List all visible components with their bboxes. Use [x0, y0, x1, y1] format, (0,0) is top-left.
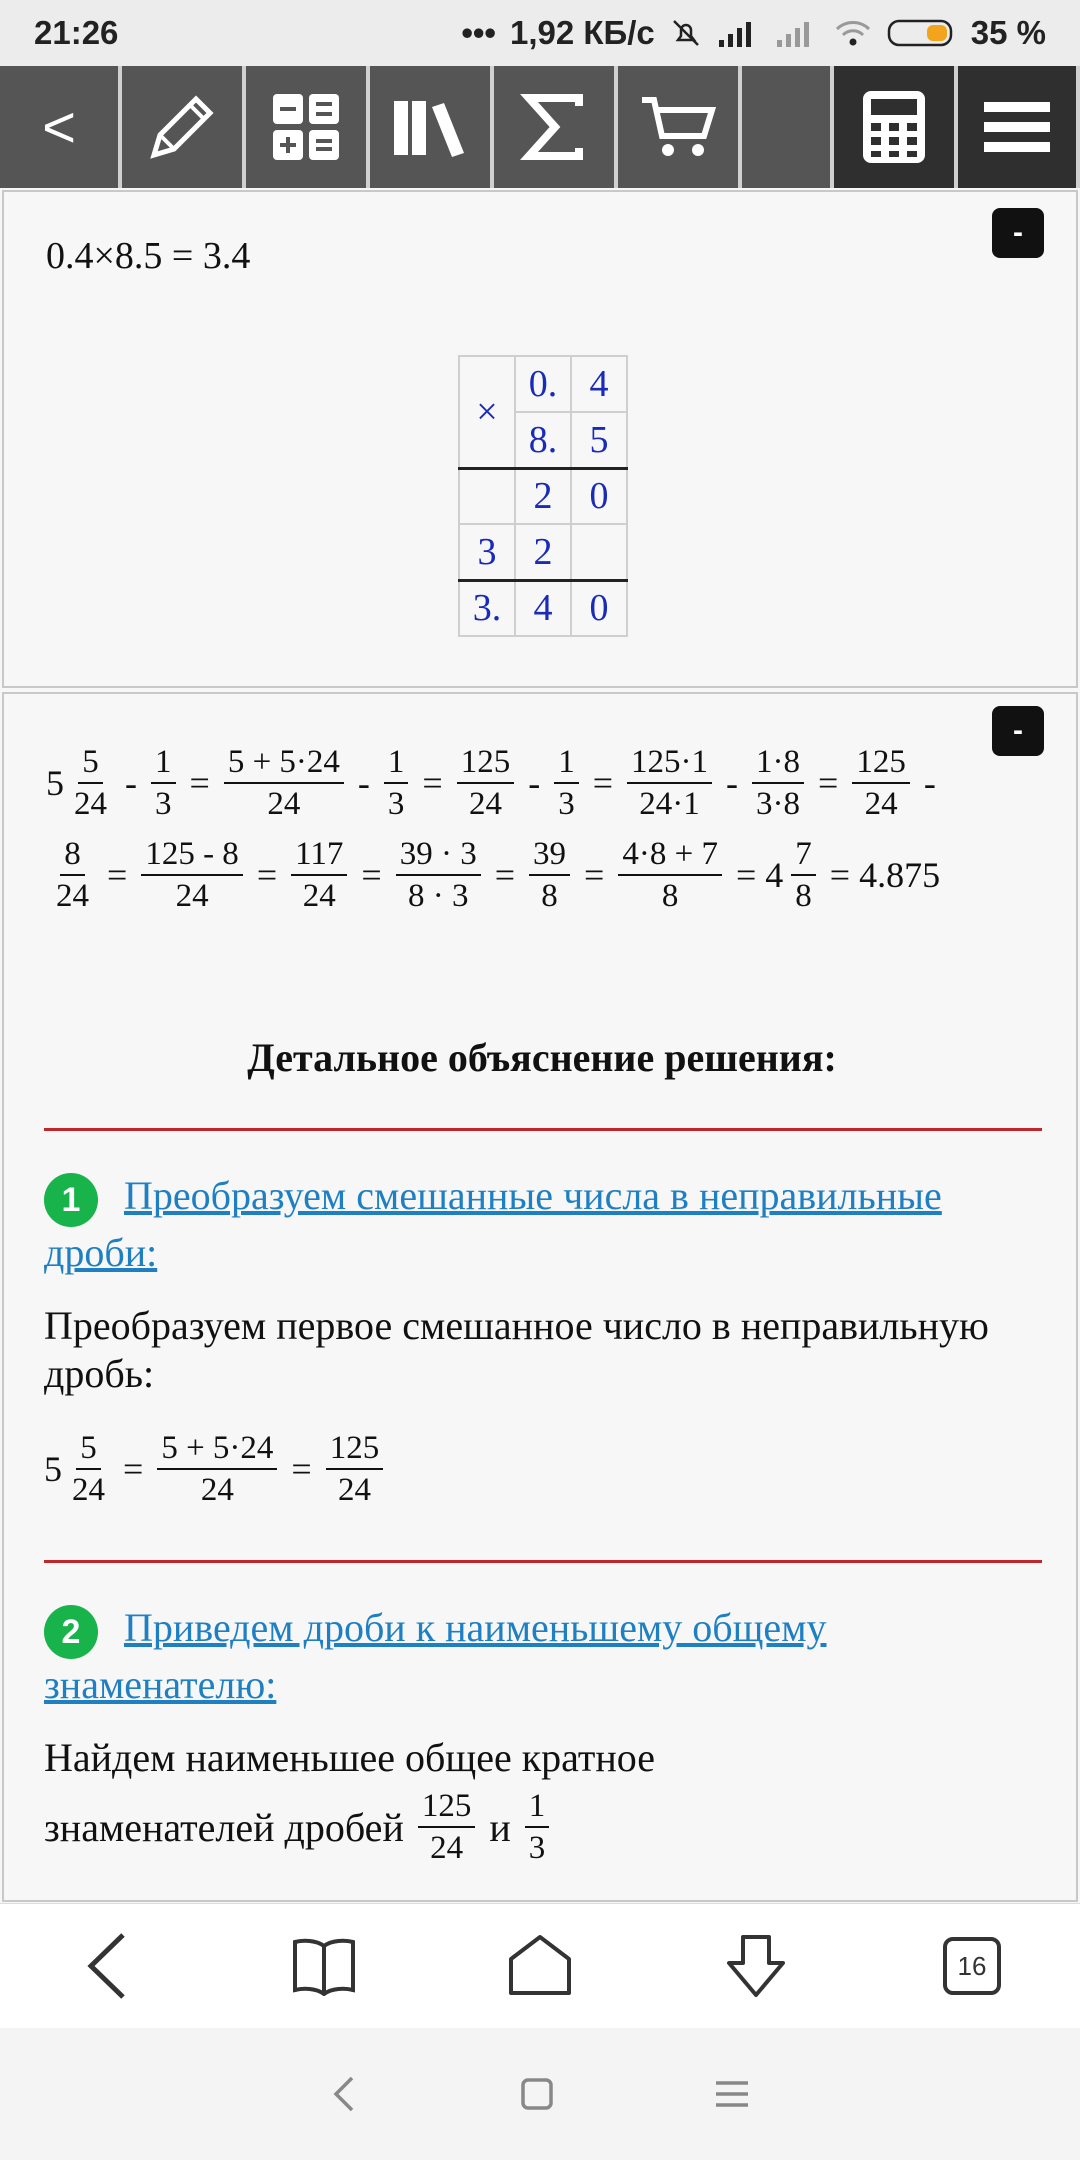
fraction	[752, 742, 804, 824]
grid-cell: 8.	[515, 412, 571, 468]
cart-icon	[638, 92, 718, 162]
numerator: 39 · 3	[396, 834, 481, 876]
system-back-icon[interactable]	[330, 2074, 360, 2114]
back-arrow-icon	[83, 1931, 133, 2001]
signal-icon	[717, 18, 761, 48]
back-button[interactable]	[0, 66, 118, 188]
denominator: 3·8	[756, 786, 801, 822]
fraction	[418, 1786, 476, 1868]
numerator: 5 + 5·24	[157, 1428, 277, 1470]
fraction	[791, 834, 816, 916]
denominator: 24	[74, 786, 107, 822]
numerator: 125	[326, 1428, 384, 1470]
fraction	[70, 742, 111, 824]
numerator: 125	[418, 1786, 476, 1828]
operator: -	[923, 763, 936, 803]
denominator: 24	[200, 1472, 234, 1508]
solution-line-1	[46, 742, 944, 824]
tabs-icon	[943, 1937, 1001, 1995]
bookmarks-button[interactable]	[264, 1911, 384, 2021]
multiplication-equation: 0.4×8.5 = 3.4	[46, 235, 251, 277]
operator: =	[107, 855, 128, 895]
blank-button[interactable]	[742, 66, 830, 188]
system-home-icon[interactable]	[520, 2077, 554, 2111]
denominator: 3	[528, 1830, 546, 1866]
battery-icon	[887, 17, 957, 49]
operator: =	[291, 1449, 312, 1489]
fraction	[68, 1428, 109, 1510]
numerator: 117	[291, 834, 347, 876]
battery-percent: 35 %	[970, 14, 1046, 51]
step-number-badge: 2	[44, 1605, 98, 1659]
sigma-button[interactable]	[494, 66, 614, 188]
denominator: 24	[267, 786, 301, 822]
step-1-link[interactable]: Преобразуем смешанные числа в неправильные дроби:	[44, 1173, 942, 1275]
grid-cell: 4	[571, 356, 627, 412]
collapse-button[interactable]: -	[992, 208, 1044, 258]
download-icon	[723, 1933, 789, 1999]
numerator: 1·8	[752, 742, 804, 784]
tabs-button[interactable]	[912, 1911, 1032, 2021]
sigma-icon	[519, 92, 589, 162]
denominator: 8	[661, 878, 679, 914]
grid-cell: 3	[459, 524, 515, 580]
fraction	[396, 834, 481, 916]
numerator: 8	[60, 834, 85, 876]
denominator: 24	[56, 878, 89, 914]
denominator: 3	[558, 786, 575, 822]
step-2-title	[44, 1602, 1034, 1711]
grid-cell: 0.	[515, 356, 571, 412]
home-icon	[507, 1933, 573, 1999]
whole-number: 5	[46, 763, 64, 803]
status-time: 21:26	[34, 14, 119, 51]
browser-back-button[interactable]	[48, 1911, 168, 2021]
fraction	[157, 1428, 277, 1510]
grid-cell: 0	[571, 468, 627, 524]
operator: =	[818, 763, 839, 803]
step-number-badge: 1	[44, 1173, 98, 1227]
tab-count: 16	[957, 1950, 987, 1981]
calculator-ops-icon	[269, 90, 343, 164]
denominator: 24	[302, 878, 336, 914]
numerator: 125	[457, 742, 515, 784]
fraction-solution-panel	[2, 692, 1078, 1902]
fraction	[141, 834, 243, 916]
fraction	[525, 1786, 550, 1868]
signal2-icon	[775, 18, 819, 48]
step-2-text-line-2	[44, 1786, 555, 1868]
browser-nav-bar	[0, 1903, 1080, 2028]
numerator: 5 + 5·24	[224, 742, 344, 784]
denominator: 24	[468, 786, 502, 822]
denominator: 24	[175, 878, 209, 914]
denominator: 24	[337, 1472, 371, 1508]
operator: =	[189, 763, 210, 803]
step-1-title	[44, 1170, 1034, 1279]
denominator: 3	[387, 786, 405, 822]
operator: =	[123, 1449, 144, 1489]
calculator-button[interactable]	[834, 66, 954, 188]
status-bar	[0, 0, 1080, 66]
divider	[44, 1128, 1042, 1131]
mixed-number-whole: = 4	[735, 855, 784, 895]
step-2-link[interactable]: Приведем дроби к наименьшему общему знаменателю:	[44, 1605, 827, 1707]
solution-line-2	[46, 834, 948, 916]
denominator: 24	[72, 1472, 105, 1508]
numerator: 1	[384, 742, 409, 784]
denominator: 24·1	[639, 786, 700, 822]
step-1-expression	[44, 1428, 389, 1510]
explanation-heading: Детальное объяснение решения:	[247, 1035, 837, 1080]
fraction	[384, 742, 409, 824]
status-icons	[461, 14, 1046, 52]
numerator: 1	[554, 742, 579, 784]
fraction	[554, 742, 579, 824]
grid-cell: ×	[459, 356, 515, 468]
grid-cell: 4	[515, 580, 571, 636]
grid-cell: 5	[571, 412, 627, 468]
denominator: 24	[430, 1830, 464, 1866]
pencil-icon	[144, 89, 220, 165]
whole-number: 5	[44, 1449, 62, 1489]
fraction	[618, 834, 722, 916]
fraction	[151, 742, 176, 824]
library-button[interactable]	[370, 66, 490, 188]
operator: =	[584, 855, 605, 895]
denominator: 8	[541, 878, 558, 914]
back-icon: <	[42, 94, 76, 160]
system-nav-bar	[0, 2028, 1080, 2160]
operator: =	[592, 763, 614, 803]
downloads-button[interactable]	[696, 1911, 816, 2021]
operator: =	[422, 763, 443, 803]
operations-button[interactable]	[246, 66, 366, 188]
pencil-button[interactable]	[122, 66, 242, 188]
denominator: 8 · 3	[407, 878, 469, 914]
numerator: 4·8 + 7	[618, 834, 722, 876]
denominator: 8	[795, 878, 812, 914]
operator: -	[125, 763, 137, 803]
conjunction: и	[489, 1804, 511, 1850]
step-2-text: знаменателей дробей	[44, 1804, 404, 1850]
calculator-icon	[861, 89, 927, 165]
grid-cell	[571, 524, 627, 580]
grid-cell: 0	[571, 580, 627, 636]
grid-cell: 2	[515, 524, 571, 580]
numerator: 125	[852, 742, 910, 784]
column-multiplication-grid	[458, 355, 628, 637]
divider	[44, 1560, 1042, 1563]
fraction	[224, 742, 344, 824]
menu-icon	[984, 100, 1050, 154]
denominator: 3	[155, 786, 172, 822]
collapse-button[interactable]: -	[992, 706, 1044, 756]
operator: =	[494, 855, 516, 895]
grid-cell: 3.	[459, 580, 515, 636]
fraction	[326, 1428, 384, 1510]
multiplication-panel	[2, 190, 1078, 688]
numerator: 5	[76, 1428, 101, 1470]
final-result: = 4.875	[829, 855, 941, 895]
home-button[interactable]	[480, 1911, 600, 2021]
menu-button[interactable]	[958, 66, 1076, 188]
fraction	[291, 834, 347, 916]
step-2-text-line-1: Найдем наименьшее общее кратное	[44, 1735, 655, 1780]
fraction	[52, 834, 93, 916]
wifi-icon	[833, 17, 873, 49]
denominator: 24	[864, 786, 898, 822]
grid-cell	[459, 468, 515, 524]
step-1-text: Преобразуем первое смешанное число в неправильную дробь:	[44, 1303, 989, 1396]
operator: =	[256, 855, 278, 895]
fraction	[529, 834, 570, 916]
operator: =	[361, 855, 382, 895]
status-dots: •••	[461, 14, 496, 51]
top-toolbar	[0, 66, 1080, 188]
numerator: 39	[529, 834, 570, 876]
fraction	[627, 742, 712, 824]
fraction	[852, 742, 910, 824]
numerator: 1	[525, 1786, 550, 1828]
operator: -	[726, 763, 739, 803]
fraction	[457, 742, 515, 824]
numerator: 7	[791, 834, 816, 876]
book-icon	[291, 1936, 357, 1996]
numerator: 125·1	[627, 742, 712, 784]
cart-button[interactable]	[618, 66, 738, 188]
numerator: 5	[78, 742, 103, 784]
books-icon	[390, 95, 470, 159]
system-menu-icon[interactable]	[714, 2079, 750, 2109]
mute-icon	[669, 16, 703, 50]
network-speed: 1,92 КБ/с	[510, 14, 655, 51]
operator: -	[528, 763, 541, 803]
numerator: 1	[151, 742, 176, 784]
operator: -	[357, 763, 370, 803]
grid-cell: 2	[515, 468, 571, 524]
numerator: 125 - 8	[141, 834, 243, 876]
